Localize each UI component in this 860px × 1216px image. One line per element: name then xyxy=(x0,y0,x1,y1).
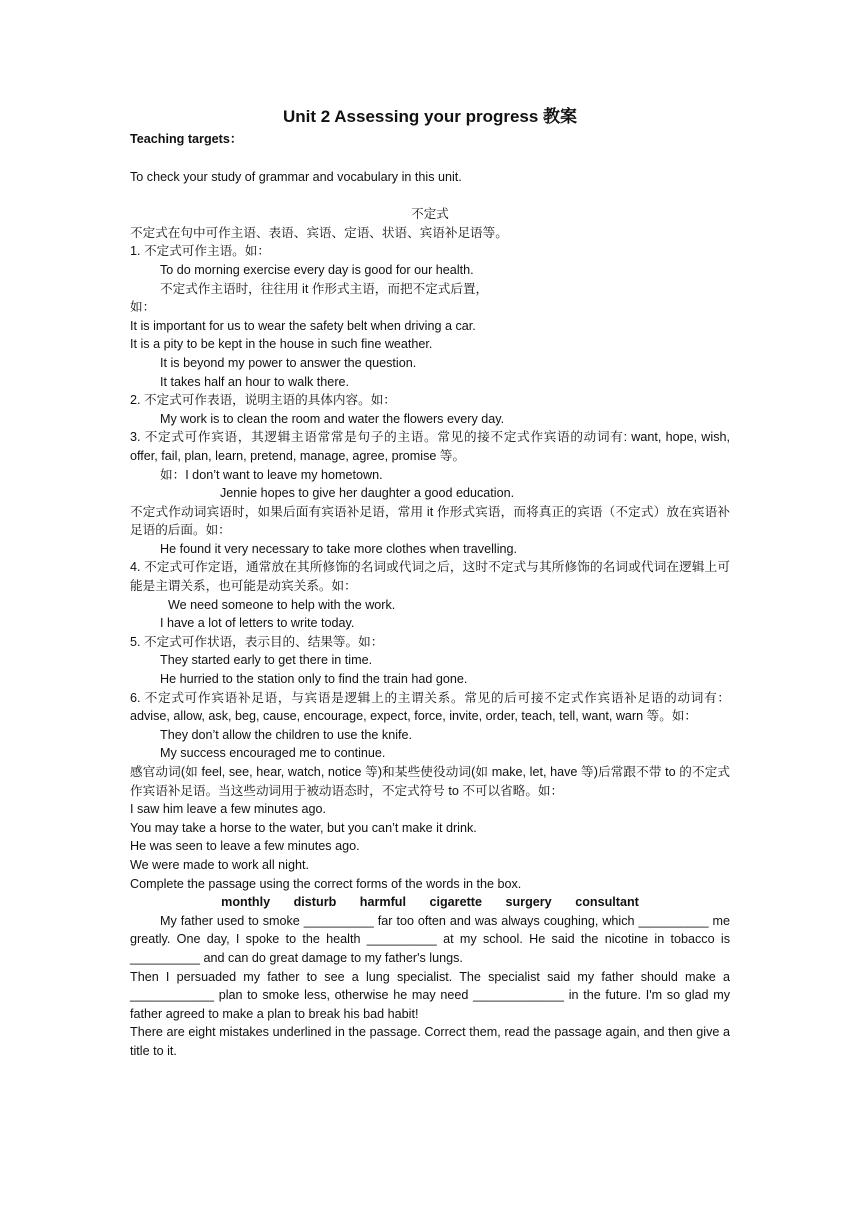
example-line: 如：I don’t want to leave my hometown. xyxy=(160,467,383,482)
section-heading: 不定式 xyxy=(411,207,449,222)
example-line: It takes half an hour to walk there. xyxy=(160,374,350,389)
rule-1-note: 不定式作主语时，往往用 it 作形式主语，而把不定式后置， xyxy=(160,281,489,296)
example-line: We need someone to help with the work. xyxy=(168,597,396,612)
rule-1-heading: 1. 不定式可作主语。如： xyxy=(130,244,270,259)
word-box-item: cigarette xyxy=(429,895,482,910)
example-line: I have a lot of letters to write today. xyxy=(160,616,355,631)
word-box xyxy=(130,893,730,912)
rule-3-note: 不定式作动词宾语时，如果后面有宾语补足语，常用 it 作形式宾语，而将真正的宾语（不定式）放在宾语补足语的后面。如： xyxy=(130,504,730,538)
word-box-item: surgery xyxy=(505,895,552,910)
example-line: To do morning exercise every day is good for our health. xyxy=(160,262,474,277)
example-line: He was seen to leave a few minutes ago. xyxy=(130,839,360,854)
word-box-item: monthly xyxy=(221,895,271,910)
example-line: It is a pity to be kept in the house in such fine weather. xyxy=(130,337,433,352)
word-box-item: disturb xyxy=(293,895,337,910)
example-line: He found it very necessary to take more clothes when travelling. xyxy=(160,541,517,556)
example-line: He hurried to the station only to find the train had gone. xyxy=(160,672,468,687)
passage-paragraph-3: There are eight mistakes underlined in the passage. Correct them, read the passage again, and then give a title to it. xyxy=(130,1025,730,1058)
rule-6-heading: 6. 不定式可作宾语补足语，与宾语是逻辑上的主谓关系。常见的后可接不定式作宾语补足语的动词有：advise, allow, ask, beg, cause, encourage, expect, force, invite, order, teach, tell, want, warn 等。如： xyxy=(130,690,730,724)
rule-4-heading: 4. 不定式可作定语，通常放在其所修饰的名词或代词之后，这时不定式与其所修饰的名词或代词在逻辑上可能是主谓关系，也可能是动宾关系。如： xyxy=(130,560,730,594)
rule-2-heading: 2. 不定式可作表语，说明主语的具体内容。如： xyxy=(130,393,396,408)
example-line: You may take a horse to the water, but you can’t make it drink. xyxy=(130,820,477,835)
teaching-targets-text: To check your study of grammar and vocabulary in this unit. xyxy=(130,169,462,184)
exercise-instruction: Complete the passage using the correct forms of the words in the box. xyxy=(130,876,522,891)
teaching-targets-label: Teaching targets： xyxy=(130,132,243,146)
passage-paragraph-1: My father used to smoke __________ far too often and was always coughing, which __________ me greatly. One day, I spoke to the health __________ at my school. He said the nicotine in tobacco is __________ and can do great damage to my father's lungs. xyxy=(130,913,730,965)
example-line: It is important for us to wear the safety belt when driving a car. xyxy=(130,318,476,333)
document-title: Unit 2 Assessing your progress 教案 xyxy=(282,107,578,126)
example-line: It is beyond my power to answer the question. xyxy=(160,355,417,370)
word-box-item: consultant xyxy=(575,895,639,910)
rule-5-heading: 5. 不定式可作状语，表示目的、结果等。如： xyxy=(130,634,384,649)
spacer xyxy=(130,149,730,168)
example-line: We were made to work all night. xyxy=(130,857,309,872)
example-line: I saw him leave a few minutes ago. xyxy=(130,802,326,817)
rule-6-note: 感官动词(如 feel, see, hear, watch, notice 等)和某些使役动词(如 make, let, have 等)后常跟不带 to 的不定式作宾语补足语。当这些动词用于被动语态时，不定式符号 to 不可以省略。如： xyxy=(130,765,730,798)
passage-paragraph-2: Then I persuaded my father to see a lung specialist. The specialist said my father should make a ____________ plan to smoke less, otherwise he may need _____________ in the future. I'm so glad my father agreed to make a plan to break his bad habit! xyxy=(130,969,730,1021)
document-page xyxy=(130,104,730,1061)
example-line: They don’t allow the children to use the knife. xyxy=(160,727,413,742)
example-line: My success encouraged me to continue. xyxy=(160,746,386,761)
rule-1-ru: 如： xyxy=(130,300,156,315)
example-line: My work is to clean the room and water the flowers every day. xyxy=(160,411,505,426)
intro-line: 不定式在句中可作主语、表语、宾语、定语、状语、宾语补足语等。 xyxy=(130,225,508,240)
example-line: Jennie hopes to give her daughter a good education. xyxy=(220,486,515,501)
example-line: They started early to get there in time. xyxy=(160,653,373,668)
word-box-item: harmful xyxy=(359,895,406,910)
spacer xyxy=(130,186,730,205)
rule-3-heading: 3. 不定式可作宾语，其逻辑主语常常是句子的主语。常见的接不定式作宾语的动词有: want, hope, wish, offer, fail, plan, learn, pretend, manage, agree, promise 等。 xyxy=(130,430,730,463)
